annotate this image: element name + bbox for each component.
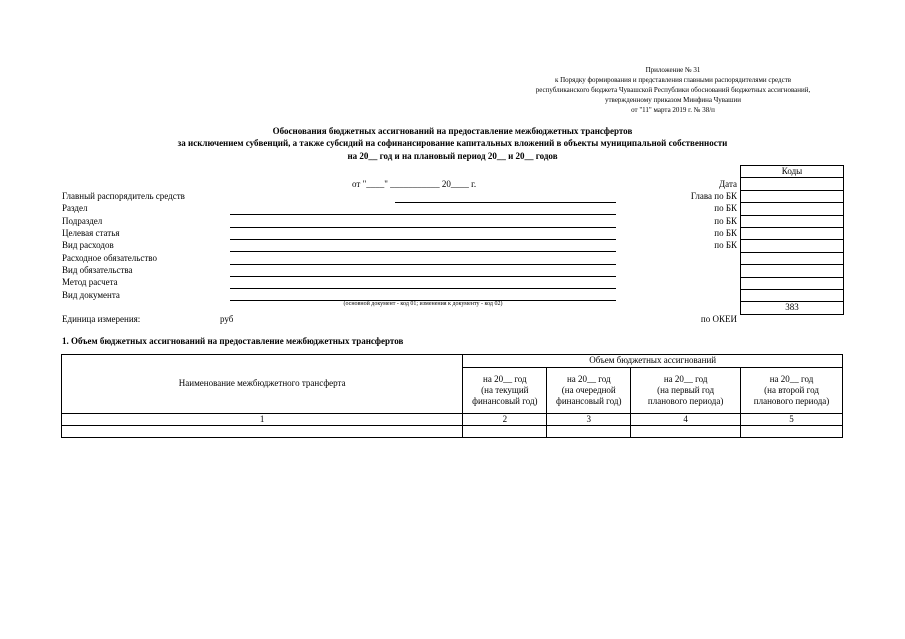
field-label-metod: Метод расчета xyxy=(62,277,118,287)
transfers-table xyxy=(61,354,843,438)
appendix-line-3: республиканского бюджета Чувашской Республики обоснований бюджетных ассигнований, xyxy=(535,86,811,94)
appendix-line-1: Приложение № 31 xyxy=(645,66,701,74)
col4-line2: (на первый год xyxy=(657,384,715,395)
field-line-tselevaya[interactable] xyxy=(230,239,616,240)
col-header-name: Наименование межбюджетного трансферта xyxy=(62,355,463,414)
col-header-plan-year-1 xyxy=(631,368,741,414)
table-cell-name[interactable] xyxy=(62,426,463,438)
col3-line2: (на очередной xyxy=(561,384,616,395)
field-label-vid-obyaz: Вид обязательства xyxy=(62,265,133,275)
col3-line1: на 20__ год xyxy=(566,373,611,384)
code-label-date: Дата xyxy=(719,179,737,189)
table-cell-current-year[interactable] xyxy=(463,426,547,438)
field-label-rashodnoe: Расходное обязательство xyxy=(62,253,157,263)
code-obyazatelstvo-cell[interactable] xyxy=(741,252,844,264)
code-glava-cell[interactable] xyxy=(741,190,844,202)
code-label-vid-rashodov: по БК xyxy=(714,240,737,250)
col2-line3: финансовый год) xyxy=(472,396,538,407)
codes-header: Коды xyxy=(741,166,844,178)
code-label-glava: Глава по БК xyxy=(690,191,737,201)
col-header-plan-year-2 xyxy=(741,368,843,414)
code-date-cell[interactable] xyxy=(741,178,844,190)
col-header-current-year xyxy=(463,368,547,414)
col-number-5: 5 xyxy=(741,414,843,426)
field-label-razdel: Раздел xyxy=(62,203,88,213)
code-vid-rashodov-cell[interactable] xyxy=(741,240,844,252)
table-cell-next-year[interactable] xyxy=(547,426,631,438)
col-header-next-year xyxy=(547,368,631,414)
col3-line3: финансовый год) xyxy=(556,396,622,407)
col4-line1: на 20__ год xyxy=(663,373,708,384)
title-line-3: на 20__ год и на плановый период 20__ и 20__ годов xyxy=(347,151,558,161)
title-line-1: Обоснования бюджетных ассигнований на предоставление межбюджетных трансфертов xyxy=(272,126,633,136)
field-line-vid-rashodov[interactable] xyxy=(230,251,616,252)
field-line-podrazdel[interactable] xyxy=(230,227,616,228)
col-number-3: 3 xyxy=(547,414,631,426)
title-line-2: за исключением субвенций, а также субсидий на софинансирование капитальных вложений в объекты муниципальной собственности xyxy=(177,138,728,148)
appendix-line-5: от "11" марта 2019 г. № 38/п xyxy=(631,106,715,114)
appendix-line-4: утвержденному приказом Минфина Чувашии xyxy=(605,96,741,104)
col-group-header: Объем бюджетных ассигнований xyxy=(463,355,843,368)
col2-line2: (на текущий xyxy=(481,384,529,395)
code-okei-cell: 383 xyxy=(741,302,844,314)
col-number-1: 1 xyxy=(62,414,463,426)
code-label-tselevaya: по БК xyxy=(714,228,737,238)
field-label-podrazdel: Подраздел xyxy=(62,216,103,226)
section-1-title: 1. Объем бюджетных ассигнований на предоставление межбюджетных трансфертов xyxy=(62,336,404,346)
col5-line3: планового периода) xyxy=(753,396,830,407)
field-label-vid-doc: Вид документа xyxy=(62,290,120,300)
field-line-glavny[interactable] xyxy=(395,202,616,203)
field-label-vid-rashodov: Вид расходов xyxy=(62,240,114,250)
col-number-2: 2 xyxy=(463,414,547,426)
table-cell-plan-year-1[interactable] xyxy=(631,426,741,438)
code-label-podrazdel: по БК xyxy=(714,216,737,226)
appendix-line-2: к Порядку формирования и представления главными распорядителями средств xyxy=(554,76,792,84)
unit-label: Единица измерения: xyxy=(62,314,141,324)
col4-line3: планового периода) xyxy=(647,396,724,407)
codes-table xyxy=(740,165,844,315)
table-cell-plan-year-2[interactable] xyxy=(741,426,843,438)
field-label-tselevaya: Целевая статья xyxy=(62,228,120,238)
code-vid-doc-cell[interactable] xyxy=(741,289,844,301)
doc-type-note: (основной документ - код 01; изменения к документу - код 02) xyxy=(343,301,503,307)
code-podrazdel-cell[interactable] xyxy=(741,215,844,227)
unit-value: руб xyxy=(220,314,234,324)
col5-line2: (на второй год xyxy=(764,384,819,395)
col2-line1: на 20__ год xyxy=(483,373,527,384)
date-line: от "____" ___________ 20____ г. xyxy=(352,179,477,189)
field-label-glavny: Главный распорядитель средств xyxy=(62,191,185,201)
code-label-okei: по ОКЕИ xyxy=(700,314,737,324)
code-tselevaya-cell[interactable] xyxy=(741,227,844,239)
field-line-metod[interactable] xyxy=(230,288,616,289)
col5-line1: на 20__ год xyxy=(769,373,814,384)
field-line-rashodnoe[interactable] xyxy=(230,264,616,265)
code-metod-cell[interactable] xyxy=(741,277,844,289)
code-vid-obyaz-cell[interactable] xyxy=(741,265,844,277)
col-number-4: 4 xyxy=(631,414,741,426)
code-razdel-cell[interactable] xyxy=(741,203,844,215)
code-label-razdel: по БК xyxy=(714,203,737,213)
field-line-vid-obyaz[interactable] xyxy=(230,276,616,277)
field-line-razdel[interactable] xyxy=(230,214,616,215)
